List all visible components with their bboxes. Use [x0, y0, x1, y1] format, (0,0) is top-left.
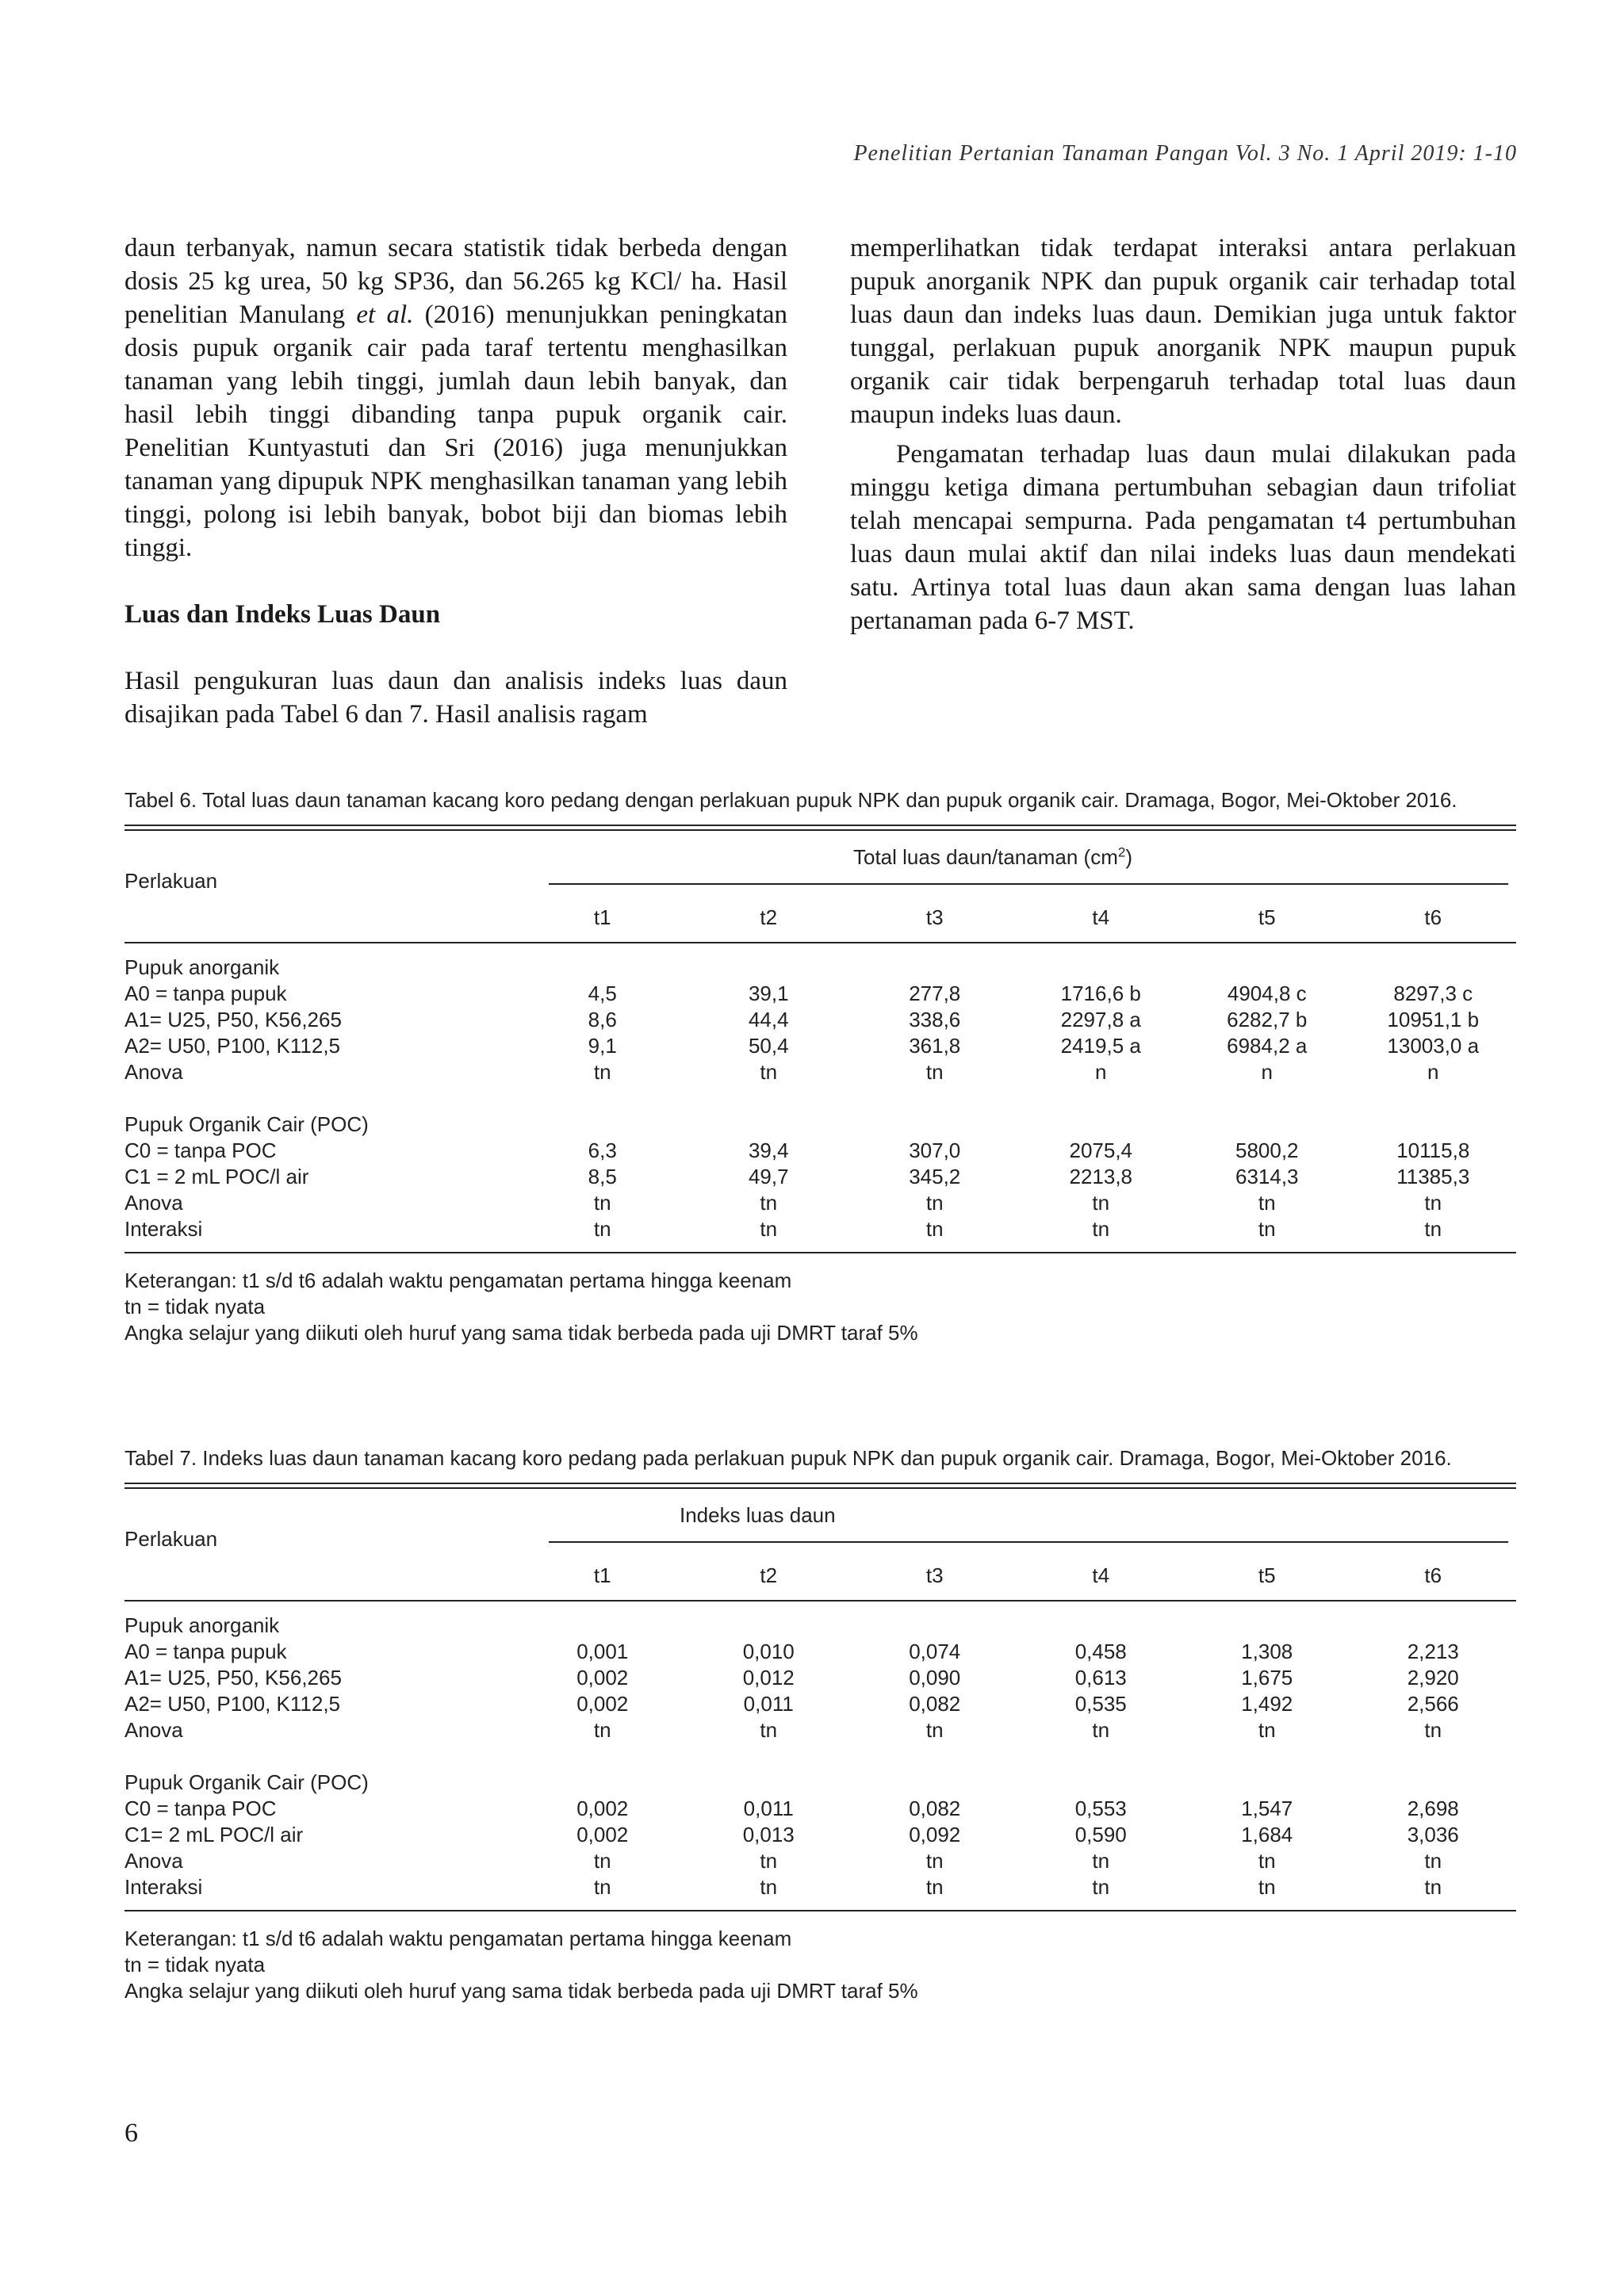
cell-value: tn [1424, 1191, 1442, 1215]
column-header: t6 [1424, 905, 1442, 929]
cell-value: tn [1258, 1718, 1276, 1742]
section-heading: Luas dan Indeks Luas Daun [124, 600, 441, 629]
cell-value: tn [1092, 1718, 1110, 1742]
cell-value: 1,547 [1241, 1797, 1293, 1820]
column-header: t1 [593, 1563, 611, 1587]
right-column [850, 232, 1516, 637]
table-note: Angka selajur yang diikuti oleh huruf yang sama tidak berbeda pada uji DMRT taraf 5% [124, 1979, 918, 2003]
cell-value: tn [925, 1191, 944, 1215]
column-headers [519, 1563, 1516, 1588]
paragraph: memperlihatkan tidak terdapat interaksi antara perlakuan pupuk anorganik NPK dan pupuk organik cair terhadap total luas daun dan indeks luas daun. Demikian juga untuk faktor tunggal, perlakuan pupuk anorganik NPK maupun pupuk organik cair tidak berpengaruh terhadap total luas daun maupun indeks luas daun. [850, 234, 1516, 429]
table-row [124, 1848, 1516, 1874]
cell-value: 8,6 [588, 1008, 617, 1031]
cell-value: 2213,8 [1069, 1165, 1133, 1188]
table-row [124, 1796, 1516, 1822]
cell-value: tn [593, 1191, 611, 1215]
cell-value: 1716,6 b [1060, 982, 1141, 1005]
section-title: Pupuk anorganik [124, 955, 280, 979]
cell-value: tn [760, 1060, 778, 1084]
cell-value: tn [1258, 1217, 1276, 1241]
cell-value: 10115,8 [1396, 1138, 1470, 1162]
group-header-superscript: 2 [1117, 844, 1126, 860]
cell-value: tn [925, 1875, 944, 1899]
cell-value: 0,013 [742, 1823, 795, 1846]
cell-value: n [1427, 1060, 1439, 1084]
cell-value: 39,1 [748, 982, 789, 1005]
table-bottom-rule [124, 1252, 1516, 1253]
cell-value: tn [1092, 1875, 1110, 1899]
cell-value: 0,553 [1074, 1797, 1127, 1820]
paragraph-text: (2016) menunjukkan peningkatan dosis pupuk organik cair pada taraf tertentu menghasilkan tanaman yang lebih tinggi, jumlah daun lebih banyak, dan hasil lebih tinggi dibanding tanpa pupuk organik cair. Penelitian Kuntyastuti dan Sri (2016) juga menunjukkan tanaman yang dipupuk NPK menghasilkan tanaman yang lebih tinggi, polong isi lebih banyak, bobot biji dan biomas lebih tinggi. [124, 300, 788, 562]
cell-value: tn [925, 1718, 944, 1742]
cell-value: 0,613 [1074, 1666, 1127, 1689]
column-header: t4 [1092, 905, 1110, 929]
table-top-rule [124, 825, 1516, 831]
table-bottom-rule [124, 1910, 1516, 1911]
section-row [124, 1112, 1516, 1138]
cell-value: 1,684 [1241, 1823, 1293, 1846]
cell-value: tn [925, 1849, 944, 1873]
cell-value: 0,090 [909, 1666, 961, 1689]
table-row [124, 1059, 1516, 1085]
row-label: Interaksi [124, 1875, 203, 1899]
table-row [124, 1007, 1516, 1033]
cell-value: 0,458 [1074, 1640, 1127, 1663]
row-header: Perlakuan [124, 1527, 218, 1551]
cell-value: 1,308 [1241, 1640, 1293, 1663]
row-label: A1= U25, P50, K56,265 [124, 1666, 342, 1689]
cell-value: tn [593, 1217, 611, 1241]
cell-value: 5800,2 [1235, 1138, 1299, 1162]
table-notes [124, 1268, 1516, 1346]
row-label: A2= U50, P100, K112,5 [124, 1692, 340, 1716]
cell-value: 44,4 [748, 1008, 789, 1031]
cell-value: 0,092 [909, 1823, 961, 1846]
cell-value: tn [593, 1718, 611, 1742]
column-header: t3 [925, 905, 944, 929]
cell-value: 6,3 [588, 1138, 617, 1162]
cell-value: 0,082 [909, 1797, 961, 1820]
section-row [124, 1770, 1516, 1796]
group-header-text: Total luas daun/tanaman (cm [853, 845, 1118, 869]
cell-value: 4904,8 c [1227, 982, 1307, 1005]
header-subrule [549, 1541, 1508, 1543]
table-body [124, 1613, 1516, 1900]
table-row [124, 981, 1516, 1007]
cell-value: 0,011 [743, 1797, 794, 1820]
spacer-row [124, 1085, 1516, 1112]
paragraph: Pengamatan terhadap luas daun mulai dilakukan pada minggu ketiga dimana pertumbuhan sebagian daun trifoliat telah mencapai sempurna. Pada pengamatan t4 pertumbuhan luas daun mulai aktif dan nilai indeks luas daun mendekati satu. Artinya total luas daun akan sama dengan luas lahan pertanaman pada 6-7 MST. [850, 440, 1516, 635]
row-label: A1= U25, P50, K56,265 [124, 1008, 342, 1031]
group-header [853, 845, 1132, 870]
cell-value: 9,1 [588, 1034, 617, 1058]
cell-value: tn [593, 1060, 611, 1084]
row-label: Anova [124, 1849, 183, 1873]
section-row [124, 955, 1516, 981]
cell-value: 307,0 [909, 1138, 961, 1162]
cell-value: tn [760, 1217, 778, 1241]
table-row [124, 1717, 1516, 1743]
row-label: C1 = 2 mL POC/l air [124, 1165, 309, 1188]
column-header: t2 [760, 905, 778, 929]
cell-value: 13003,0 a [1387, 1034, 1480, 1058]
spacer-row [124, 1743, 1516, 1770]
row-label: A2= U50, P100, K112,5 [124, 1034, 340, 1058]
cell-value: n [1261, 1060, 1273, 1084]
cell-value: 1,675 [1241, 1666, 1293, 1689]
cell-value: 345,2 [909, 1165, 961, 1188]
paragraph [124, 232, 787, 564]
row-label: Interaksi [124, 1217, 203, 1241]
table-row [124, 1691, 1516, 1717]
table-row [124, 1164, 1516, 1190]
table-row [124, 1138, 1516, 1164]
page-number: 6 [124, 2118, 138, 2148]
cell-value: 0,082 [909, 1692, 961, 1716]
cell-value: 2297,8 a [1060, 1008, 1141, 1031]
cell-value: 6282,7 b [1227, 1008, 1308, 1031]
cell-value: 2419,5 a [1060, 1034, 1141, 1058]
group-header: Indeks luas daun [680, 1503, 836, 1527]
column-header: t4 [1092, 1563, 1110, 1587]
section-title: Pupuk Organik Cair (POC) [124, 1770, 369, 1794]
cell-value: tn [760, 1875, 778, 1899]
table-note: Keterangan: t1 s/d t6 adalah waktu pengamatan pertama hingga keenam [124, 1269, 792, 1292]
table-row [124, 1639, 1516, 1665]
cell-value: 11385,3 [1396, 1165, 1470, 1188]
cell-value: 0,010 [742, 1640, 795, 1663]
cell-value: 0,535 [1074, 1692, 1127, 1716]
cell-value: 1,492 [1241, 1692, 1293, 1716]
group-header-text-end: ) [1125, 845, 1132, 869]
cell-value: tn [760, 1849, 778, 1873]
cell-value: tn [760, 1191, 778, 1215]
cell-value: 39,4 [748, 1138, 789, 1162]
column-header: t5 [1258, 1563, 1276, 1587]
cell-value: tn [593, 1875, 611, 1899]
row-label: C1= 2 mL POC/l air [124, 1823, 304, 1846]
cell-value: tn [1092, 1849, 1110, 1873]
row-label: A0 = tanpa pupuk [124, 1640, 287, 1663]
cell-value: tn [1258, 1191, 1276, 1215]
column-header: t6 [1424, 1563, 1442, 1587]
cell-value: 0,002 [576, 1692, 629, 1716]
cell-value: 0,002 [576, 1797, 629, 1820]
cell-value: tn [1424, 1875, 1442, 1899]
cell-value: 50,4 [748, 1034, 789, 1058]
cell-value: 2,698 [1407, 1797, 1459, 1820]
cell-value: 6984,2 a [1227, 1034, 1308, 1058]
table-6 [124, 786, 1516, 1346]
cell-value: 0,074 [909, 1640, 961, 1663]
cell-value: 6314,3 [1235, 1165, 1299, 1188]
table-row [124, 1033, 1516, 1059]
cell-value: 2075,4 [1069, 1138, 1133, 1162]
cell-value: tn [1258, 1849, 1276, 1873]
table-row [124, 1190, 1516, 1216]
row-label: C0 = tanpa POC [124, 1138, 277, 1162]
table-header [124, 831, 1516, 942]
table-row [124, 1665, 1516, 1691]
cell-value: 49,7 [748, 1165, 789, 1188]
cell-value: 0,002 [576, 1823, 629, 1846]
section-title: Pupuk Organik Cair (POC) [124, 1112, 369, 1136]
row-label: A0 = tanpa pupuk [124, 982, 287, 1005]
cell-value: 4,5 [588, 982, 617, 1005]
cell-value: 0,002 [576, 1666, 629, 1689]
cell-value: 2,566 [1407, 1692, 1459, 1716]
section-row [124, 1613, 1516, 1639]
table-note: Angka selajur yang diikuti oleh huruf yang sama tidak berbeda pada uji DMRT taraf 5% [124, 1321, 918, 1345]
cell-value: tn [1092, 1191, 1110, 1215]
table-body [124, 955, 1516, 1242]
column-header: t1 [593, 905, 611, 929]
cell-value: tn [760, 1718, 778, 1742]
table-header [124, 1489, 1516, 1600]
table-notes [124, 1926, 1516, 2004]
cell-value: 361,8 [909, 1034, 961, 1058]
table-7 [124, 1445, 1516, 2004]
table-caption: Tabel 7. Indeks luas daun tanaman kacang koro pedang pada perlakuan pupuk NPK dan pupuk organik cair. Dramaga, Bogor, Mei-Oktober 2016. [124, 1446, 1452, 1470]
cell-value: tn [1424, 1718, 1442, 1742]
cell-value: 8297,3 c [1393, 982, 1473, 1005]
table-row [124, 1216, 1516, 1242]
row-label: C0 = tanpa POC [124, 1797, 277, 1820]
table-top-rule [124, 1483, 1516, 1489]
cell-value: 338,6 [909, 1008, 961, 1031]
cell-value: 0,012 [742, 1666, 795, 1689]
cell-value: tn [1258, 1875, 1276, 1899]
table-caption: Tabel 6. Total luas daun tanaman kacang koro pedang dengan perlakuan pupuk NPK dan pupuk organik cair. Dramaga, Bogor, Mei-Oktober 2016. [124, 788, 1457, 812]
cell-value: 8,5 [588, 1165, 617, 1188]
cell-value: tn [1092, 1217, 1110, 1241]
cell-value: 3,036 [1407, 1823, 1459, 1846]
cell-value: tn [1424, 1217, 1442, 1241]
cell-value: tn [593, 1849, 611, 1873]
column-header: t3 [925, 1563, 944, 1587]
cell-value: 0,011 [743, 1692, 794, 1716]
cell-value: 0,590 [1074, 1823, 1127, 1846]
row-label: Anova [124, 1060, 183, 1084]
cell-value: 2,920 [1407, 1666, 1459, 1689]
paragraph: Hasil pengukuran luas daun dan analisis indeks luas daun disajikan pada Tabel 6 dan 7. Hasil analisis ragam [124, 667, 787, 729]
row-header: Perlakuan [124, 869, 218, 893]
paragraph-text: daun terbanyak, namun secara statistik tidak berbeda dengan dosis 25 kg urea, 50 kg SP36, dan 56.265 kg KCl/ ha. Hasil penelitian Manulang [124, 234, 787, 329]
section-title: Pupuk anorganik [124, 1613, 280, 1637]
cell-value: 277,8 [909, 982, 961, 1005]
table-row [124, 1822, 1516, 1848]
column-headers [519, 905, 1516, 930]
cell-value: tn [925, 1060, 944, 1084]
header-subrule [549, 883, 1508, 885]
table-row [124, 1874, 1516, 1900]
left-column [124, 232, 787, 731]
row-label: Anova [124, 1191, 183, 1215]
cell-value: 2,213 [1407, 1640, 1459, 1663]
cell-value: 0,001 [576, 1640, 629, 1663]
cell-value: tn [925, 1217, 944, 1241]
paragraph-emphasis: et al. [356, 300, 414, 329]
table-note: tn = tidak nyata [124, 1953, 266, 1976]
cell-value: tn [1424, 1849, 1442, 1873]
cell-value: n [1095, 1060, 1107, 1084]
cell-value: 10951,1 b [1387, 1008, 1480, 1031]
table-note: tn = tidak nyata [124, 1295, 266, 1318]
row-label: Anova [124, 1718, 183, 1742]
column-header: t5 [1258, 905, 1276, 929]
column-header: t2 [760, 1563, 778, 1587]
table-note: Keterangan: t1 s/d t6 adalah waktu pengamatan pertama hingga keenam [124, 1927, 792, 1950]
running-header: Penelitian Pertanian Tanaman Pangan Vol. 3 No. 1 April 2019: 1-10 [853, 141, 1517, 166]
